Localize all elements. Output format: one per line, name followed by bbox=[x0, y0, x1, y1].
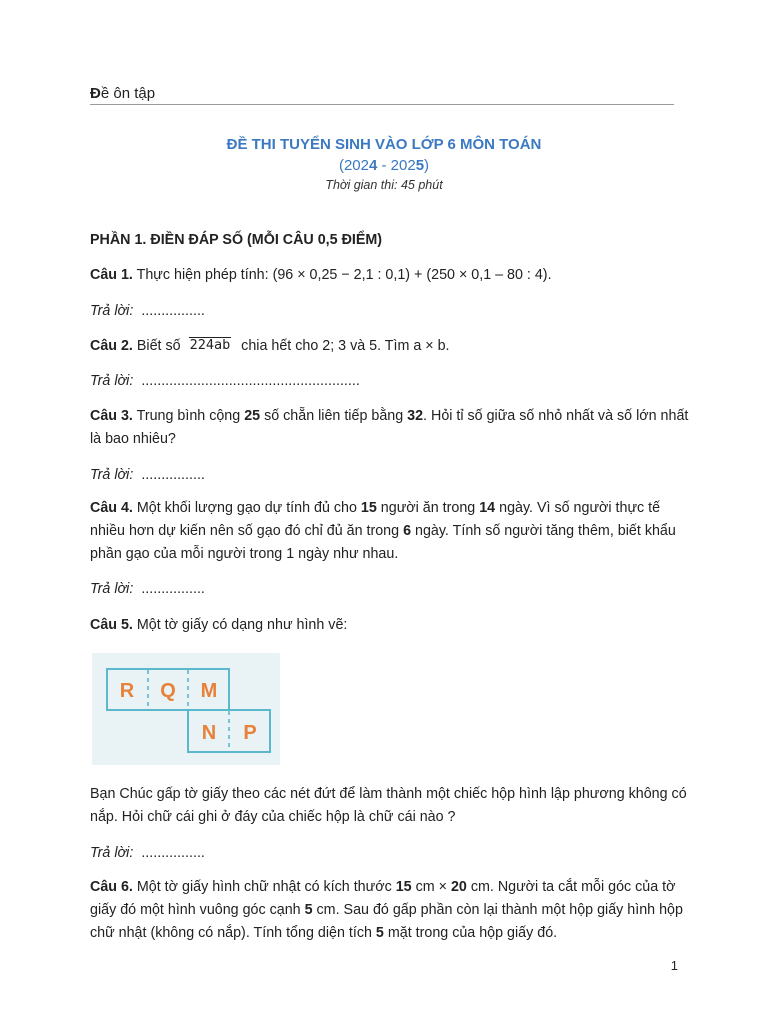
question-4 bbox=[90, 497, 690, 566]
question-2-label: Câu 2. bbox=[90, 338, 133, 354]
question-4-bold-2: 14 bbox=[479, 500, 496, 516]
header-text: ề ôn tập bbox=[100, 85, 156, 102]
question-2-text-before: Biết số bbox=[132, 338, 185, 354]
question-3-bold-1: 25 bbox=[244, 408, 261, 424]
exam-time: Thời gian thi: 45 phút bbox=[325, 178, 443, 192]
question-6-text-2: cm × bbox=[411, 879, 451, 895]
answer-5 bbox=[90, 842, 690, 865]
letter-r: R bbox=[119, 680, 135, 702]
question-1 bbox=[90, 264, 690, 287]
answer-label: Trả lời: bbox=[90, 467, 134, 483]
document-header bbox=[90, 85, 674, 105]
cube-net-figure bbox=[92, 653, 280, 765]
year-close: ) bbox=[424, 157, 430, 174]
answer-label: Trả lời: bbox=[90, 373, 134, 389]
header-prefix: Đ bbox=[90, 85, 101, 102]
answer-label: Trả lời: bbox=[90, 581, 134, 597]
question-6-text-5: mặt trong của hộp giấy đó. bbox=[383, 925, 558, 941]
question-3-text-2: số chẵn liên tiếp bằng bbox=[260, 408, 408, 424]
question-6-text-4: cm. Sau đó gấp phần còn lại thành một hộp giấy hình hộp chữ nhật (không có nắp). Tính tổng diện tích bbox=[90, 902, 683, 941]
answer-4-blank[interactable]: ................ bbox=[141, 581, 205, 597]
year-mid: - 202 bbox=[377, 157, 416, 174]
cube-net-diagram bbox=[92, 653, 280, 765]
answer-1 bbox=[90, 300, 690, 323]
question-4-text-2: người ăn trong bbox=[376, 500, 480, 516]
answer-1-blank[interactable]: ................ bbox=[141, 303, 205, 319]
question-5-label: Câu 5. bbox=[90, 617, 133, 633]
question-4-text-1: Một khối lượng gạo dự tính đủ cho bbox=[132, 500, 361, 516]
question-2-text-after: chia hết cho 2; 3 và 5. Tìm a × b. bbox=[237, 338, 450, 354]
question-4-text-3: ngày. Vì số người thực tế nhiều hơn dự kiến nên số gạo đó chỉ đủ ăn trong bbox=[90, 500, 661, 539]
question-6-label: Câu 6. bbox=[90, 879, 133, 895]
letter-q: Q bbox=[160, 680, 176, 702]
question-3-text-3: . Hỏi tỉ số giữa số nhỏ nhất và số lớn nhất là bao nhiêu? bbox=[90, 408, 689, 447]
answer-3 bbox=[90, 464, 690, 487]
question-3-bold-2: 32 bbox=[407, 408, 424, 424]
question-5-text: Một tờ giấy có dạng như hình vẽ: bbox=[132, 617, 348, 633]
question-3 bbox=[90, 405, 690, 451]
question-2 bbox=[90, 335, 690, 358]
answer-2-blank[interactable]: ....................................................... bbox=[141, 373, 360, 389]
page-number: 1 bbox=[670, 958, 678, 973]
question-3-label: Câu 3. bbox=[90, 408, 133, 424]
question-3-text-1: Trung bình cộng bbox=[132, 408, 245, 424]
question-4-bold-3: 6 bbox=[403, 523, 412, 539]
answer-4 bbox=[90, 578, 690, 601]
section-1-title: PHẦN 1. ĐIỀN ĐÁP SỐ (MỖI CÂU 0,5 ĐIỂM) bbox=[90, 232, 383, 248]
letter-m: M bbox=[200, 680, 218, 702]
question-6-bold-4: 5 bbox=[375, 925, 384, 941]
question-6 bbox=[90, 876, 690, 945]
question-5-prompt: Bạn Chúc gấp tờ giấy theo các nét đứt để làm thành một chiếc hộp hình lập phương không có nắp. Hỏi chữ cái ghi ở đáy của chiếc hộp là chữ cái nào ? bbox=[90, 786, 687, 825]
answer-3-blank[interactable]: ................ bbox=[141, 467, 205, 483]
answer-2 bbox=[90, 370, 690, 393]
question-4-text-4: ngày. Tính số người tăng thêm, biết khẩu phần gạo của mỗi người trong 1 ngày như nhau. bbox=[90, 523, 676, 562]
question-5 bbox=[90, 614, 690, 637]
answer-5-blank[interactable]: ................ bbox=[141, 845, 205, 861]
question-1-text: Thực hiện phép tính: (96 × 0,25 − 2,1 : 0,1) + (250 × 0,1 – 80 : 4). bbox=[132, 267, 552, 283]
question-6-text-3: cm. Người ta cắt mỗi góc của tờ giấy đó một hình vuông góc cạnh bbox=[90, 879, 676, 918]
question-6-bold-1: 15 bbox=[395, 879, 412, 895]
question-4-bold-1: 15 bbox=[360, 500, 377, 516]
year-open: (202 bbox=[338, 157, 369, 174]
question-6-bold-2: 20 bbox=[450, 879, 467, 895]
year-digit-1: 4 bbox=[368, 157, 378, 174]
letter-n: N bbox=[201, 722, 217, 744]
overlined-number: 224ab bbox=[189, 337, 231, 353]
question-4-label: Câu 4. bbox=[90, 500, 133, 516]
letter-p: P bbox=[243, 722, 257, 744]
exam-year bbox=[0, 155, 768, 176]
year-digit-2: 5 bbox=[415, 157, 425, 174]
answer-label: Trả lời: bbox=[90, 845, 134, 861]
question-6-text-1: Một tờ giấy hình chữ nhật có kích thước bbox=[132, 879, 396, 895]
answer-label: Trả lời: bbox=[90, 303, 134, 319]
question-1-label: Câu 1. bbox=[90, 267, 133, 283]
question-6-bold-3: 5 bbox=[304, 902, 313, 918]
exam-title: ĐỀ THI TUYỂN SINH VÀO LỚP 6 MÔN TOÁN bbox=[226, 136, 542, 153]
exam-title-block bbox=[0, 134, 768, 192]
